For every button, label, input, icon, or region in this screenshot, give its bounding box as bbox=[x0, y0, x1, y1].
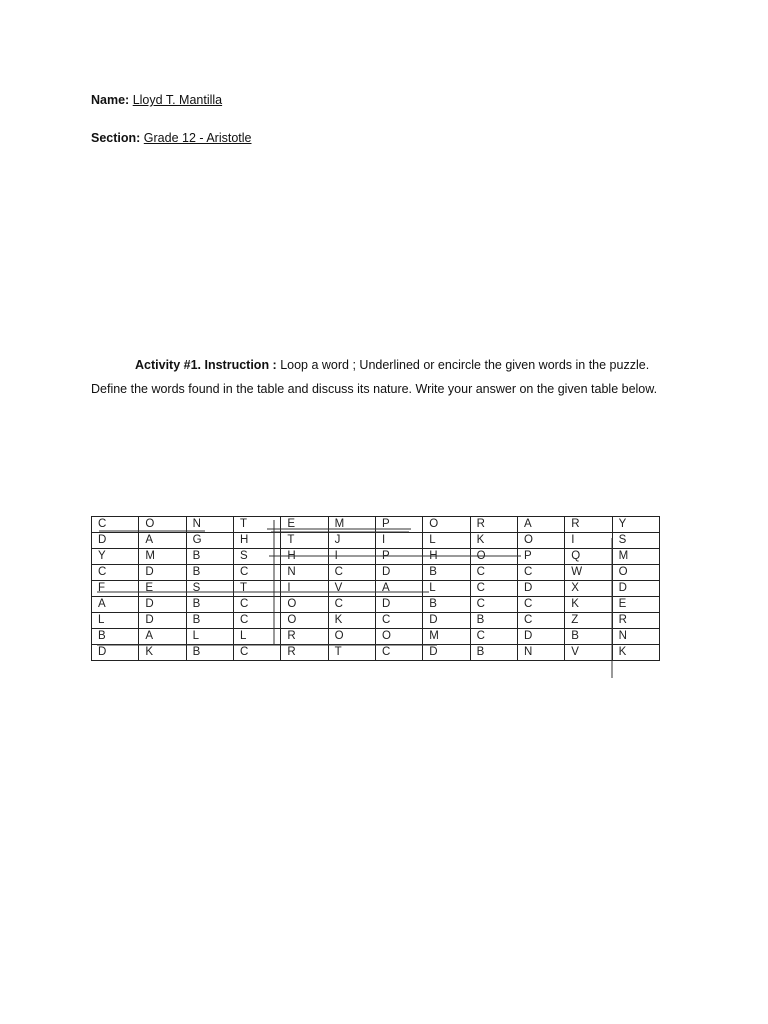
puzzle-cell: D bbox=[92, 645, 139, 661]
section-label: Section: bbox=[91, 131, 141, 145]
puzzle-cell: O bbox=[517, 533, 564, 549]
puzzle-cell: X bbox=[565, 581, 612, 597]
puzzle-row bbox=[92, 597, 660, 613]
puzzle-cell: O bbox=[281, 597, 328, 613]
puzzle-cell: T bbox=[328, 645, 375, 661]
puzzle-cell: O bbox=[281, 613, 328, 629]
puzzle-cell: I bbox=[375, 533, 422, 549]
puzzle-cell: G bbox=[186, 533, 233, 549]
puzzle-cell: C bbox=[470, 597, 517, 613]
puzzle-cell: B bbox=[470, 645, 517, 661]
puzzle-cell: C bbox=[375, 613, 422, 629]
puzzle-cell: C bbox=[470, 581, 517, 597]
puzzle-cell: F bbox=[92, 581, 139, 597]
puzzle-cell: B bbox=[470, 613, 517, 629]
puzzle-cell: N bbox=[612, 629, 659, 645]
puzzle-cell: M bbox=[139, 549, 186, 565]
puzzle-cell: K bbox=[470, 533, 517, 549]
puzzle-cell: H bbox=[281, 549, 328, 565]
puzzle-row bbox=[92, 565, 660, 581]
puzzle-cell: A bbox=[139, 629, 186, 645]
puzzle-cell: O bbox=[139, 517, 186, 533]
puzzle-cell: D bbox=[375, 597, 422, 613]
puzzle-cell: T bbox=[233, 517, 280, 533]
puzzle-cell: K bbox=[612, 645, 659, 661]
puzzle-cell: J bbox=[328, 533, 375, 549]
puzzle-cell: E bbox=[139, 581, 186, 597]
puzzle-cell: R bbox=[281, 629, 328, 645]
puzzle-cell: B bbox=[186, 613, 233, 629]
instruction-label: Instruction : bbox=[204, 358, 277, 372]
puzzle-cell: I bbox=[281, 581, 328, 597]
puzzle-cell: M bbox=[612, 549, 659, 565]
puzzle-cell: W bbox=[565, 565, 612, 581]
puzzle-cell: M bbox=[423, 629, 470, 645]
puzzle-cell: R bbox=[470, 517, 517, 533]
puzzle-cell: R bbox=[565, 517, 612, 533]
puzzle-cell: C bbox=[233, 645, 280, 661]
puzzle-cell: I bbox=[565, 533, 612, 549]
puzzle-cell: R bbox=[612, 613, 659, 629]
puzzle-cell: N bbox=[186, 517, 233, 533]
puzzle-row bbox=[92, 517, 660, 533]
puzzle-cell: E bbox=[281, 517, 328, 533]
puzzle-cell: C bbox=[328, 597, 375, 613]
puzzle-cell: D bbox=[375, 565, 422, 581]
puzzle-cell: D bbox=[139, 565, 186, 581]
puzzle-cell: C bbox=[517, 613, 564, 629]
puzzle-cell: Y bbox=[92, 549, 139, 565]
puzzle-cell: A bbox=[92, 597, 139, 613]
puzzle-cell: B bbox=[423, 597, 470, 613]
puzzle-cell: L bbox=[233, 629, 280, 645]
puzzle-cell: B bbox=[186, 645, 233, 661]
puzzle-cell: P bbox=[375, 549, 422, 565]
puzzle-cell: A bbox=[139, 533, 186, 549]
puzzle-cell: T bbox=[281, 533, 328, 549]
puzzle-cell: C bbox=[517, 565, 564, 581]
section-value: Grade 12 - Aristotle bbox=[143, 131, 252, 145]
puzzle-cell: C bbox=[233, 565, 280, 581]
puzzle-cell: C bbox=[92, 517, 139, 533]
puzzle-cell: D bbox=[139, 597, 186, 613]
puzzle-cell: A bbox=[375, 581, 422, 597]
puzzle-cell: R bbox=[281, 645, 328, 661]
puzzle-cell: D bbox=[517, 629, 564, 645]
puzzle-cell: D bbox=[139, 613, 186, 629]
puzzle-cell: H bbox=[233, 533, 280, 549]
puzzle-cell: B bbox=[92, 629, 139, 645]
puzzle-cell: C bbox=[92, 565, 139, 581]
name-label: Name: bbox=[91, 93, 130, 107]
puzzle-cell: Q bbox=[565, 549, 612, 565]
puzzle-row bbox=[92, 533, 660, 549]
puzzle-cell: C bbox=[233, 597, 280, 613]
puzzle-cell: K bbox=[565, 597, 612, 613]
word-search-puzzle bbox=[91, 516, 660, 661]
puzzle-cell: C bbox=[470, 565, 517, 581]
puzzle-row bbox=[92, 549, 660, 565]
puzzle-cell: I bbox=[328, 549, 375, 565]
puzzle-cell: K bbox=[139, 645, 186, 661]
puzzle-cell: C bbox=[375, 645, 422, 661]
puzzle-cell: O bbox=[470, 549, 517, 565]
puzzle-cell: S bbox=[233, 549, 280, 565]
puzzle-cell: B bbox=[423, 565, 470, 581]
puzzle-cell: S bbox=[186, 581, 233, 597]
puzzle-cell: L bbox=[423, 533, 470, 549]
puzzle-cell: L bbox=[423, 581, 470, 597]
puzzle-row bbox=[92, 645, 660, 661]
puzzle-cell: C bbox=[233, 613, 280, 629]
puzzle-cell: B bbox=[186, 549, 233, 565]
puzzle-cell: T bbox=[233, 581, 280, 597]
puzzle-cell: C bbox=[470, 629, 517, 645]
puzzle-cell: D bbox=[612, 581, 659, 597]
puzzle-cell: C bbox=[517, 597, 564, 613]
puzzle-cell: Z bbox=[565, 613, 612, 629]
section-field bbox=[91, 131, 252, 145]
puzzle-cell: D bbox=[517, 581, 564, 597]
puzzle-cell: B bbox=[565, 629, 612, 645]
puzzle-cell: S bbox=[612, 533, 659, 549]
puzzle-cell: O bbox=[612, 565, 659, 581]
puzzle-cell: O bbox=[328, 629, 375, 645]
puzzle-cell: O bbox=[375, 629, 422, 645]
puzzle-cell: M bbox=[328, 517, 375, 533]
puzzle-cell: Y bbox=[612, 517, 659, 533]
instruction-text: Loop a word ; Underlined or encircle the given words in the puzzle. Define the words found in the table and discuss its nature. Write your answer on the given table below. bbox=[91, 358, 658, 396]
puzzle-cell: D bbox=[423, 613, 470, 629]
puzzle-cell: H bbox=[423, 549, 470, 565]
puzzle-row bbox=[92, 613, 660, 629]
puzzle-cell: O bbox=[423, 517, 470, 533]
name-value: Lloyd T. Mantilla bbox=[132, 93, 223, 107]
puzzle-row bbox=[92, 581, 660, 597]
name-field bbox=[91, 93, 222, 107]
puzzle-cell: B bbox=[186, 597, 233, 613]
puzzle-cell: D bbox=[92, 533, 139, 549]
puzzle-cell: V bbox=[565, 645, 612, 661]
puzzle-cell: V bbox=[328, 581, 375, 597]
puzzle-cell: B bbox=[186, 565, 233, 581]
puzzle-grid bbox=[91, 516, 660, 661]
puzzle-cell: L bbox=[92, 613, 139, 629]
puzzle-cell: N bbox=[281, 565, 328, 581]
activity-instructions bbox=[91, 353, 671, 401]
puzzle-cell: P bbox=[375, 517, 422, 533]
puzzle-cell: P bbox=[517, 549, 564, 565]
puzzle-cell: N bbox=[517, 645, 564, 661]
activity-title: Activity #1. bbox=[135, 358, 202, 372]
puzzle-cell: C bbox=[328, 565, 375, 581]
puzzle-cell: E bbox=[612, 597, 659, 613]
puzzle-cell: A bbox=[517, 517, 564, 533]
puzzle-row bbox=[92, 629, 660, 645]
puzzle-cell: L bbox=[186, 629, 233, 645]
puzzle-cell: K bbox=[328, 613, 375, 629]
puzzle-cell: D bbox=[423, 645, 470, 661]
